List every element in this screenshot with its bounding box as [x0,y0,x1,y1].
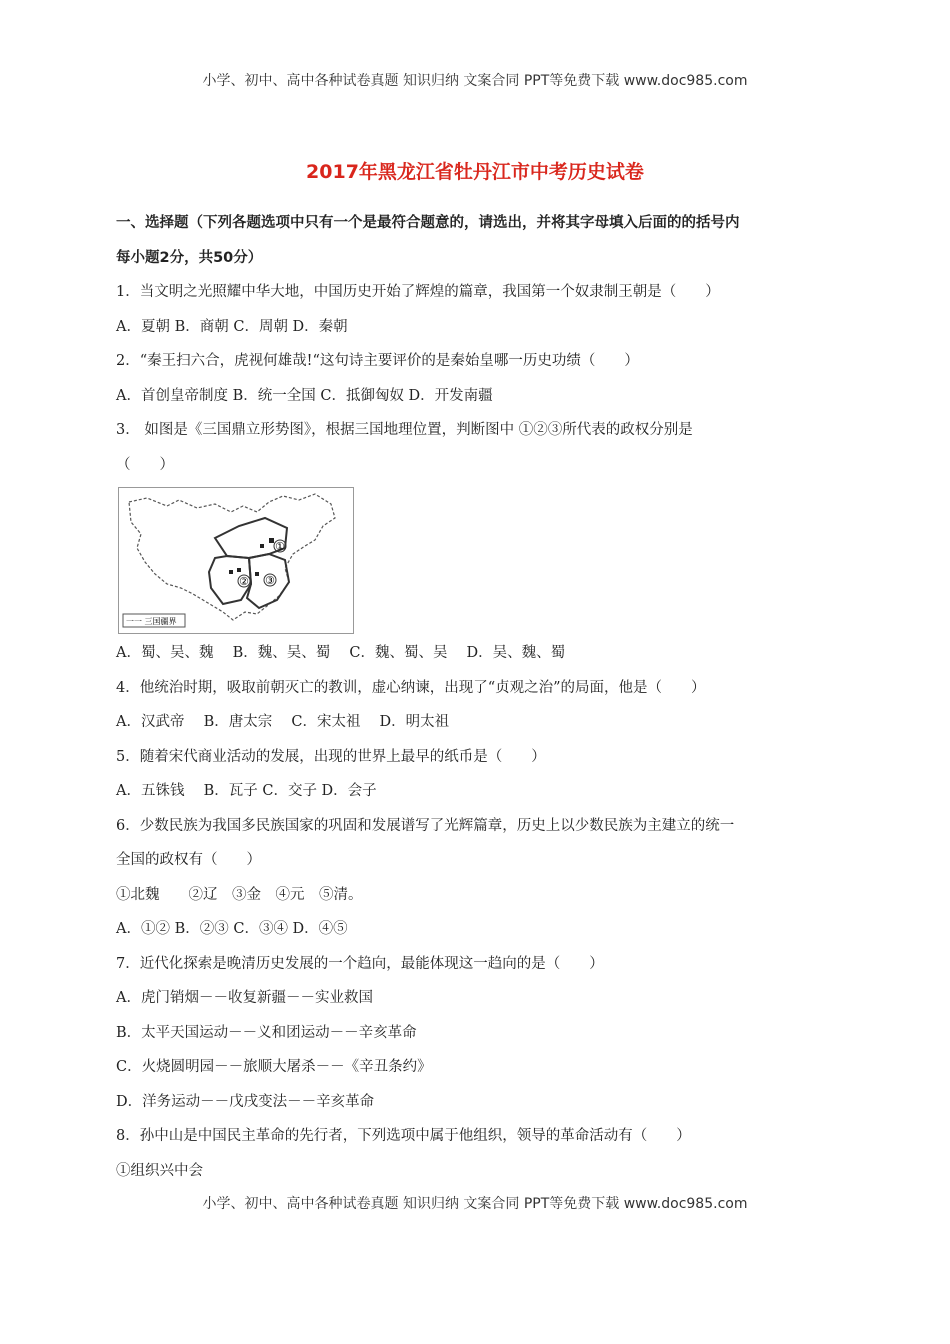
city-marker [255,572,259,576]
q7-option-d: D．洋务运动－－戊戌变法－－辛亥革命 [116,1093,375,1110]
q6-items: ①北魏 ②辽 ③金 ④元 ⑤清。 [116,886,363,903]
q2-options: A．首创皇帝制度 B．统一全国 C．抵御匈奴 D．开发南疆 [116,387,493,404]
page-title: 2017年黑龙江省牡丹江市中考历史试卷 [306,161,644,183]
q3-stem-cont: （ ） [116,456,174,473]
q4-options: A．汉武帝 B．唐太宗 C．宋太祖 D．明太祖 [116,714,450,730]
page-footer: 小学、初中、高中各种试卷真题 知识归纳 文案合同 PPT等免费下载 www.doc985.com [202,1196,748,1212]
city-marker [229,570,233,574]
q3-stem: 3． 如图是《三国鼎立形势图》，根据三国地理位置，判断图中 ①②③所代表的政权分别是 [116,422,693,438]
q5-stem: 5．随着宋代商业活动的发展，出现的世界上最早的纸币是（ ） [116,748,546,765]
q7-option-b: B．太平天国运动－－义和团运动－－辛亥革命 [116,1024,417,1041]
q4-stem: 4．他统治时期，吸取前朝灭亡的教训，虚心纳谏，出现了“贞观之治”的局面，他是（ ） [116,679,706,696]
map-drawing [119,488,353,633]
section-heading: 一、选择题（下列各题选项中只有一个是最符合题意的，请选出，并将其字母填入后面的的括号内 [116,215,740,231]
q3-options: A．蜀、吴、魏 B．魏、吴、蜀 C．魏、蜀、吴 D．吴、魏、蜀 [116,645,566,661]
city-marker [237,568,241,572]
q6-options: A．①② B．②③ C．③④ D．④⑤ [116,921,348,937]
q6-stem-cont: 全国的政权有（ ） [116,852,261,868]
q1-options: A．夏朝 B．商朝 C．周朝 D．秦朝 [116,318,348,335]
map-marker-3: ③ [265,574,275,587]
section-heading-cont: 每小题2分，共50分） [116,249,263,266]
three-kingdoms-map [118,487,354,634]
q2-stem: 2．“秦王扫六合，虎视何雄哉!“这句诗主要评价的是秦始皇哪一历史功绩（ ） [116,353,639,369]
q7-option-a: A．虎门销烟－－收复新疆－－实业救国 [116,990,373,1006]
city-marker [260,544,264,548]
q8-stem: 8．孙中山是中国民主革命的先行者，下列选项中属于他组织，领导的革命活动有（ ） [116,1128,691,1144]
page-header: 小学、初中、高中各种试卷真题 知识归纳 文案合同 PPT等免费下载 www.doc985.com [202,73,748,89]
map-legend: 一一 三国疆界 [126,617,177,626]
map-marker-2: ② [239,575,249,588]
exam-content [116,206,841,1188]
city-marker [269,538,274,543]
q7-stem: 7．近代化探索是晚清历史发展的一个趋向，最能体现这一趋向的是（ ） [116,955,604,972]
map-marker-1: ① [275,540,285,553]
q5-options: A．五铢钱 B．瓦子 C．交子 D．会子 [116,783,377,799]
q7-option-c: C．火烧圆明园－－旅顺大屠杀－－《辛丑条约》 [116,1059,432,1075]
q1-stem: 1．当文明之光照耀中华大地，中国历史开始了辉煌的篇章，我国第一个奴隶制王朝是（ ） [116,284,720,300]
q6-stem: 6．少数民族为我国多民族国家的巩固和发展谱写了光辉篇章，历史上以少数民族为主建立的统一 [116,817,735,834]
q8-item-1: ①组织兴中会 [116,1162,203,1179]
